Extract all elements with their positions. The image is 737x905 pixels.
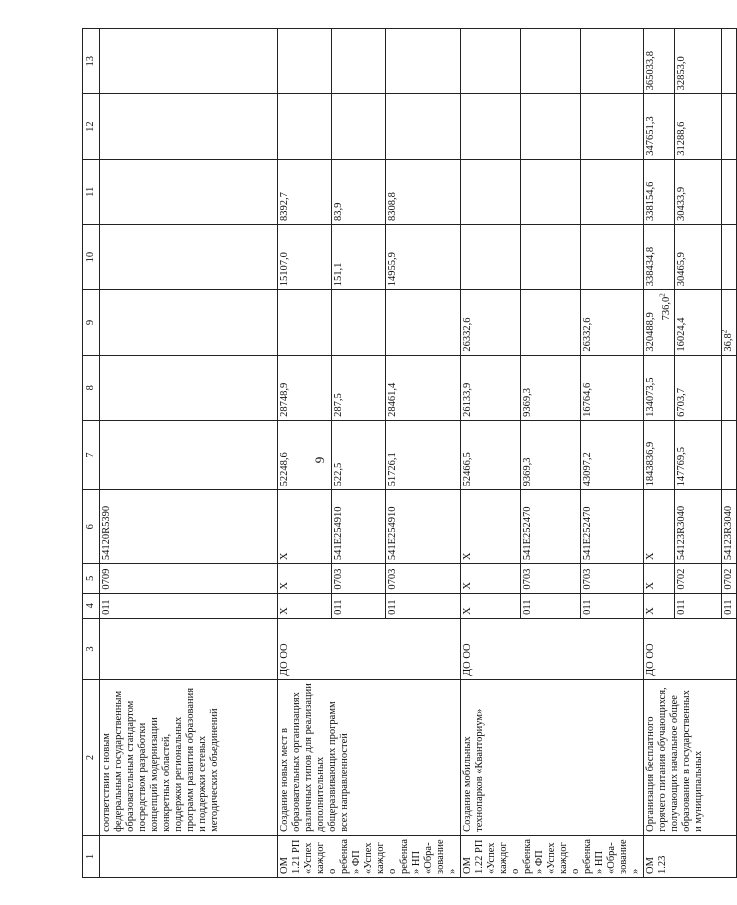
- cell-csr: 54120R5390: [100, 490, 278, 564]
- cell-rzpr: 0703: [581, 564, 644, 593]
- cell-value: [386, 290, 461, 355]
- header-cell: 12: [83, 94, 100, 159]
- cell-value: 9369,3: [521, 420, 581, 490]
- cell-value: [332, 94, 386, 159]
- header-cell: 6: [83, 490, 100, 564]
- cell-code: [100, 835, 278, 877]
- cell-value: [100, 225, 278, 290]
- cell-value: [100, 420, 278, 490]
- cell-value: [386, 94, 461, 159]
- cell-value: 43097,2: [581, 420, 644, 490]
- cell-code: ОМ 1.21 РП «Успех каждого ребенка» ФП «Успех каждого ребенка» НП «Обра-зование»: [278, 835, 461, 877]
- header-cell: 2: [83, 679, 100, 835]
- cell-value: [386, 29, 461, 94]
- header-cell: 3: [83, 618, 100, 679]
- cell-value: 1843836,9: [644, 420, 675, 490]
- header-cell: 13: [83, 29, 100, 94]
- cell-value: [100, 94, 278, 159]
- header-cell: 4: [83, 593, 100, 618]
- cell-csr: 541E254910: [332, 490, 386, 564]
- cell-value: 31288,6: [675, 94, 722, 159]
- header-cell: 1: [83, 835, 100, 877]
- cell-value: [722, 159, 737, 224]
- cell-value: [278, 29, 332, 94]
- cell-value: 52248,6: [278, 420, 332, 490]
- cell-value: [461, 159, 521, 224]
- cell-name: Организация бесплатного горячего питания обучающихся, получающих начальное общее образование в государственных и муниципальных: [644, 679, 737, 835]
- cell-value: 51726,1: [386, 420, 461, 490]
- cell-csr: 541E254910: [386, 490, 461, 564]
- cell-grbs: X: [461, 593, 521, 618]
- cell-value: [722, 355, 737, 420]
- cell-value: [100, 290, 278, 355]
- cell-executor: ДО ОО: [461, 618, 644, 679]
- cell-value: [521, 29, 581, 94]
- cell-value: 30465,9: [675, 225, 722, 290]
- cell-value: [722, 29, 737, 94]
- header-row: [83, 29, 100, 878]
- cell-value: 522,5: [332, 420, 386, 490]
- footnote-marker: 2: [658, 293, 667, 297]
- cell-rzpr: 0703: [386, 564, 461, 593]
- cell-grbs: X: [278, 593, 332, 618]
- cell-value: [278, 94, 332, 159]
- cell-csr: X: [461, 490, 521, 564]
- cell-rzpr: 0709: [100, 564, 278, 593]
- cell-value-extra-number: 736,0: [661, 296, 672, 321]
- rotated-table-wrapper: [82, 28, 734, 878]
- cell-csr: X: [278, 490, 332, 564]
- cell-rzpr: X: [278, 564, 332, 593]
- cell-grbs: 011: [100, 593, 278, 618]
- cell-name: Создание мобильных технопарков «Кванториум»: [461, 679, 644, 835]
- cell-rzpr: 0702: [722, 564, 737, 593]
- cell-csr: 54123R3040: [675, 490, 722, 564]
- table-row: [100, 29, 278, 878]
- cell-rzpr: 0703: [332, 564, 386, 593]
- cell-value: 8392,7: [278, 159, 332, 224]
- cell-value: [722, 290, 737, 355]
- cell-rzpr: 0703: [521, 564, 581, 593]
- cell-value: [644, 290, 675, 355]
- cell-value: [581, 94, 644, 159]
- table-row: [644, 29, 675, 878]
- cell-value: 15107,0: [278, 225, 332, 290]
- cell-value: 26133,9: [461, 355, 521, 420]
- cell-grbs: 011: [332, 593, 386, 618]
- cell-value: [461, 225, 521, 290]
- cell-value: [278, 290, 332, 355]
- cell-value: [332, 290, 386, 355]
- cell-csr: X: [644, 490, 675, 564]
- cell-name: соответствии с новым федеральным государственным образовательным стандартом посредством разработки концепций модернизации конкретных областей, поддержки региональных программ развития образования и поддержки сетевых методических объединений: [100, 679, 278, 835]
- cell-rzpr: X: [644, 564, 675, 593]
- cell-grbs: 011: [581, 593, 644, 618]
- cell-value: [722, 420, 737, 490]
- cell-executor: ДО ОО: [278, 618, 461, 679]
- cell-value: [581, 29, 644, 94]
- cell-grbs: X: [644, 593, 675, 618]
- cell-value: 28748,9: [278, 355, 332, 420]
- cell-code: ОМ 1.23: [644, 835, 737, 877]
- cell-value: 26332,6: [581, 290, 644, 355]
- cell-value: 9369,3: [521, 355, 581, 420]
- cell-value: [722, 94, 737, 159]
- cell-executor: ДО ОО: [644, 618, 737, 679]
- cell-value: 32853,0: [675, 29, 722, 94]
- cell-code: ОМ 1.22 РП «Успех каждого ребенка» ФП «Успех каждого ребенка» НП «Обра-зование»: [461, 835, 644, 877]
- cell-value: [722, 225, 737, 290]
- cell-csr: 54123R3040: [722, 490, 737, 564]
- cell-value-extra: [658, 293, 673, 351]
- cell-value: [581, 225, 644, 290]
- cell-value: [521, 94, 581, 159]
- cell-value: 83,9: [332, 159, 386, 224]
- cell-value: [521, 290, 581, 355]
- cell-value: [100, 355, 278, 420]
- cell-executor: [100, 618, 278, 679]
- cell-grbs: 011: [675, 593, 722, 618]
- cell-value: 338434,8: [644, 225, 675, 290]
- budget-table: [82, 28, 737, 878]
- cell-value: 134073,5: [644, 355, 675, 420]
- cell-value-main: 320488,9: [645, 312, 656, 352]
- cell-value: 30433,9: [675, 159, 722, 224]
- page-number: 9: [312, 456, 327, 464]
- cell-value: [332, 29, 386, 94]
- cell-value: 151,1: [332, 225, 386, 290]
- cell-value: [100, 29, 278, 94]
- footnote-marker: 2: [720, 329, 729, 334]
- cell-value: 338154,6: [644, 159, 675, 224]
- cell-value: 365033,8: [644, 29, 675, 94]
- cell-value: 147769,5: [675, 420, 722, 490]
- cell-value: [581, 159, 644, 224]
- cell-value: 347651,3: [644, 94, 675, 159]
- header-cell: 11: [83, 159, 100, 224]
- cell-grbs: 011: [722, 593, 737, 618]
- cell-value-number: 36,8: [723, 333, 734, 352]
- cell-value: [461, 29, 521, 94]
- cell-value: 14955,9: [386, 225, 461, 290]
- cell-value: 26332,6: [461, 290, 521, 355]
- header-cell: 5: [83, 564, 100, 593]
- cell-value: 6703,7: [675, 355, 722, 420]
- cell-csr: 541E252470: [581, 490, 644, 564]
- cell-name: Создание новых мест в образовательных организациях различных типов для реализации дополнительных общеразвивающих программ всех направленностей: [278, 679, 461, 835]
- cell-value: [521, 159, 581, 224]
- cell-value: 287,5: [332, 355, 386, 420]
- cell-value: [521, 225, 581, 290]
- table-row: [461, 29, 521, 878]
- header-cell: 7: [83, 420, 100, 490]
- cell-value: [100, 159, 278, 224]
- header-cell: 9: [83, 290, 100, 355]
- cell-grbs: 011: [521, 593, 581, 618]
- cell-value: 16024,4: [675, 290, 722, 355]
- cell-rzpr: X: [461, 564, 521, 593]
- header-cell: 10: [83, 225, 100, 290]
- cell-value: [461, 94, 521, 159]
- cell-value: 8308,8: [386, 159, 461, 224]
- cell-value: 28461,4: [386, 355, 461, 420]
- cell-grbs: 011: [386, 593, 461, 618]
- header-cell: 8: [83, 355, 100, 420]
- cell-value: 52466,5: [461, 420, 521, 490]
- cell-value: 16764,6: [581, 355, 644, 420]
- table-row: [278, 29, 332, 878]
- cell-csr: 541E252470: [521, 490, 581, 564]
- cell-rzpr: 0702: [675, 564, 722, 593]
